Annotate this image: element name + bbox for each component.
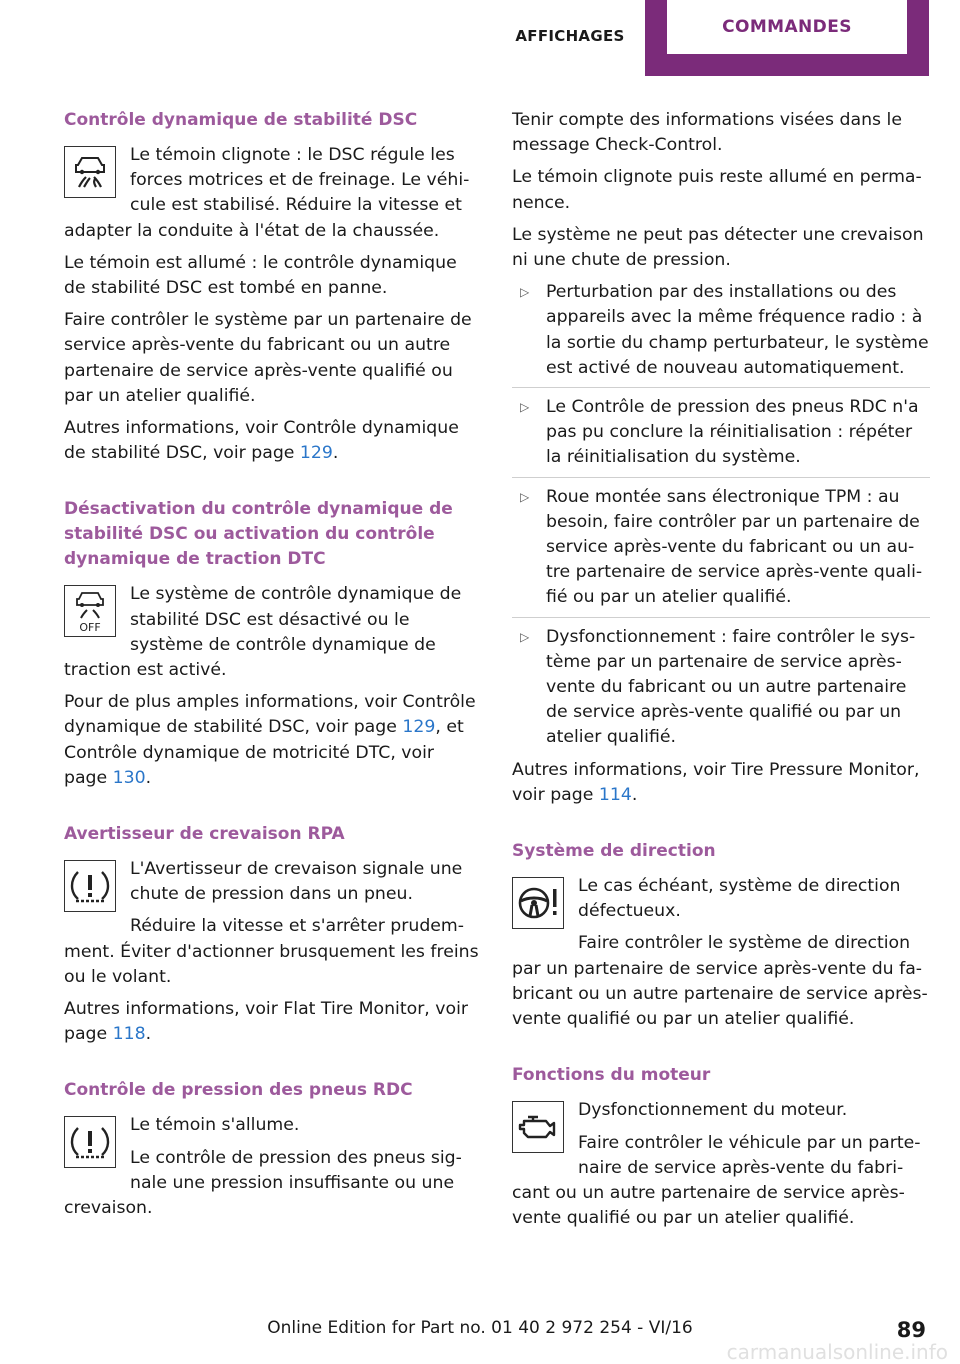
section-title-steering: Système de direction <box>512 841 716 862</box>
tab-affichages[interactable]: AFFICHAGES <box>515 27 625 45</box>
triangle-bullet-icon: ▷ <box>520 285 530 300</box>
rdc-bullet-list <box>512 280 930 750</box>
left-column <box>64 108 482 1228</box>
steering-warning-icon <box>512 877 564 929</box>
page-link-129[interactable]: 129 <box>299 443 333 464</box>
engine-paragraph-2: Faire contrôler le véhicule par un parte- naire de service après-vente du fabri- cant ou un autre partenaire de service après- vente qualifié ou par un atelier qualifié. <box>512 1132 921 1229</box>
triangle-bullet-icon: ▷ <box>520 400 530 415</box>
rpa-paragraph-2: Réduire la vitesse et s'arrêter prudem- ment. Éviter d'actionner brusquement les freins ou le volant. <box>64 916 479 987</box>
section-title-engine: Fonctions du moteur <box>512 1065 711 1086</box>
dsc-paragraph-3: Faire contrôler le système par un partenaire de service après-vente du fabricant ou un autre partenaire de service après-vente qualifié ou par un atelier qualifié. <box>64 310 472 406</box>
dsc-warning-icon <box>64 146 116 198</box>
rpa-ref-end: . <box>145 1024 152 1045</box>
list-item <box>512 625 930 751</box>
steering-paragraph-1: Le cas échéant, système de direction défectueux. <box>578 876 901 922</box>
list-item <box>512 485 930 618</box>
rdc-reference <box>512 758 930 808</box>
dsc-off-icon <box>64 585 116 637</box>
section-title-dtc: Désactivation du contrôle dynamique de stabilité DSC ou activation du contrôle dynamique de traction DTC <box>64 499 453 570</box>
right-column <box>512 108 930 1238</box>
rpa-paragraph-1: L'Avertisseur de crevaison signale une chute de pression dans un pneu. <box>130 859 463 905</box>
footer-edition: Online Edition for Part no. 01 40 2 972 254 - VI/16 <box>267 1318 693 1338</box>
page-link-130[interactable]: 130 <box>112 767 146 788</box>
page-link-114[interactable]: 114 <box>598 784 632 805</box>
list-item <box>512 395 930 478</box>
list-item-text: Dysfonctionnement : faire contrôler le sys- tème par un partenaire de service après- vente du fabricant ou un autre partenaire de service après-vente qualifié ou par un atelier qualifié. <box>546 626 916 748</box>
triangle-bullet-icon: ▷ <box>520 629 530 644</box>
section-title-dsc: Contrôle dynamique de stabilité DSC <box>64 110 418 130</box>
dsc-paragraph-2: Le témoin est allumé : le contrôle dynamique de stabilité DSC est tombé en panne. <box>64 252 457 299</box>
tire-warning-icon <box>64 860 116 912</box>
page-link-129b[interactable]: 129 <box>402 717 436 738</box>
rpa-paragraph-3 <box>64 997 482 1047</box>
off-icon-label: OFF <box>79 621 101 634</box>
engine-warning-icon <box>512 1101 564 1153</box>
rpa-ref-text: Autres informations, voir Flat Tire Monitor, voir page <box>64 999 468 1045</box>
dsc-ref-text: Autres informations, voir Contrôle dynamique de stabilité DSC, voir page <box>64 418 459 464</box>
page-link-118[interactable]: 118 <box>112 1024 146 1045</box>
dtc-ref-mid: , et Contrôle dynamique de motricité DTC, voir page <box>64 717 464 788</box>
dtc-ref-end: . <box>145 767 152 788</box>
steering-paragraph-2: Faire contrôler le système de direction par un partenaire de service après-vente du fa- bricant ou un autre partenaire de service après- vente qualifié ou par un atelier qualifié. <box>512 933 928 1030</box>
rdc-paragraph-3: Tenir compte des informations visées dans le message Check-Control. <box>512 110 902 156</box>
page-header <box>0 0 960 80</box>
dtc-paragraph-2 <box>64 690 482 791</box>
triangle-bullet-icon: ▷ <box>520 489 530 504</box>
rdc-paragraph-4: Le témoin clignote puis reste allumé en perma- nence. <box>512 167 922 213</box>
rdc-paragraph-2: Le contrôle de pression des pneus sig- nale une pression insuffisante ou une crevaison. <box>64 1147 462 1219</box>
list-item-text: Roue montée sans électronique TPM : au besoin, faire contrôler par un partenaire de service après-vente du fabricant ou un au- tre partenaire de service après-vente quali- fié ou par un atelier qualifié. <box>546 486 923 608</box>
section-title-rpa: Avertisseur de crevaison RPA <box>64 824 345 845</box>
engine-paragraph-1: Dysfonctionnement du moteur. <box>578 1100 848 1121</box>
tire-pressure-icon <box>64 1116 116 1168</box>
list-item-text: Perturbation par des installations ou des appareils avec la même fréquence radio : à la sortie du champ perturbateur, le système est activé de nouveau automatiquement. <box>546 282 929 378</box>
dtc-paragraph-1: Le système de contrôle dynamique de stabilité DSC est désactivé ou le système de contrôle dynamique de traction est activé. <box>64 584 462 681</box>
rdc-paragraph-1: Le témoin s'allume. <box>130 1115 300 1136</box>
rdc-paragraph-5: Le système ne peut pas détecter une crevaison ni une chute de pression. <box>512 224 924 271</box>
rdc-ref-end: . <box>631 784 638 805</box>
rdc-ref-text: Autres informations, voir Tire Pressure Monitor, voir page <box>512 759 920 805</box>
list-item <box>512 280 930 388</box>
dsc-ref-end: . <box>332 443 339 464</box>
section-title-rdc: Contrôle de pression des pneus RDC <box>64 1080 413 1101</box>
watermark: carmanualsonline.info <box>726 1340 948 1364</box>
tab-commandes-label: COMMANDES <box>667 0 907 54</box>
tab-commandes-active[interactable] <box>645 0 929 76</box>
dsc-paragraph-1: Le témoin clignote : le DSC régule les forces motrices et de freinage. Le véhi- cule est stabilisé. Réduire la vitesse et adapter la conduite à l'état de la chaussée. <box>64 145 470 241</box>
dtc-ref-text: Pour de plus amples informations, voir Contrôle dynamique de stabilité DSC, voir page <box>64 692 476 738</box>
dsc-paragraph-4 <box>64 416 482 466</box>
page-number: 89 <box>896 1318 926 1342</box>
list-item-text: Le Contrôle de pression des pneus RDC n'a pas pu conclure la réinitialisation : répéter la réinitialisation du système. <box>546 397 919 468</box>
